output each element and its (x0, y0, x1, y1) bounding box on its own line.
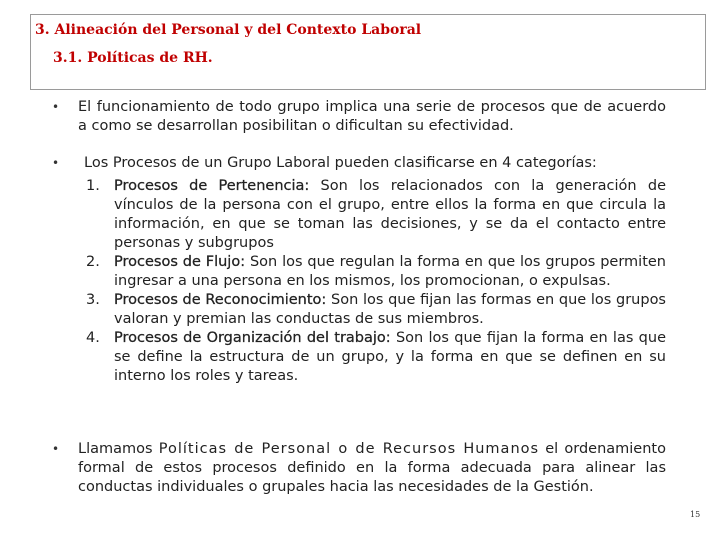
policies-term: Políticas de Personal o de Recursos Humanos (158, 441, 540, 457)
bullet-marker: • (52, 442, 60, 456)
paragraph-intro: El funcionamiento de todo grupo implica una serie de procesos que de acuerdo a como se desarrollan posibilitan o dificultan su efectividad. (78, 99, 666, 134)
category-number: 1. (86, 178, 100, 194)
category-item (86, 291, 666, 329)
bullet-marker: • (52, 156, 60, 170)
policies-text-after: el ordenamiento formal de estos procesos definido en la forma adecuada para alinear las conductas individuales o grupales hacia las necesidades de la Gestión. (78, 441, 666, 495)
category-list (86, 177, 666, 386)
page-number: 15 (690, 510, 701, 519)
category-text: Son los relacionados con la generación de vínculos de la persona con el grupo, entre ellos la forma en que circula la información, en que se toman las decisiones, y se da el contacto entre personas y subgrupos (114, 178, 666, 251)
policies-text-before: Llamamos (78, 441, 159, 457)
paragraph-policies (78, 440, 666, 497)
category-text: Son los que fijan la forma en las que se define la estructura de un grupo, y la forma en que se definen en su interno los roles y tareas. (114, 330, 666, 384)
slide-subtitle: 3.1. Políticas de RH. (53, 50, 213, 66)
bullet-marker: • (52, 100, 60, 114)
category-number: 2. (86, 254, 100, 270)
category-item (86, 177, 666, 253)
category-number: 4. (86, 330, 100, 346)
category-term: Procesos de Reconocimiento: (114, 292, 327, 308)
category-number: 3. (86, 292, 100, 308)
category-item (86, 253, 666, 291)
slide-title: 3. Alineación del Personal y del Contexto Laboral (35, 22, 422, 38)
paragraph-categories-intro: Los Procesos de un Grupo Laboral pueden clasificarse en 4 categorías: (84, 155, 597, 171)
category-item (86, 329, 666, 386)
category-term: Procesos de Organización del trabajo: (114, 330, 391, 346)
category-term: Procesos de Pertenencia: (114, 178, 310, 194)
category-text: Son los que fijan las formas en que los grupos valoran y premian las conductas de sus miembros. (114, 292, 666, 327)
title-box (30, 14, 706, 90)
category-text: Son los que regulan la forma en que los grupos permiten ingresar a una persona en los mismos, los promocionan, o expulsas. (114, 254, 666, 289)
category-term: Procesos de Flujo: (114, 254, 246, 270)
